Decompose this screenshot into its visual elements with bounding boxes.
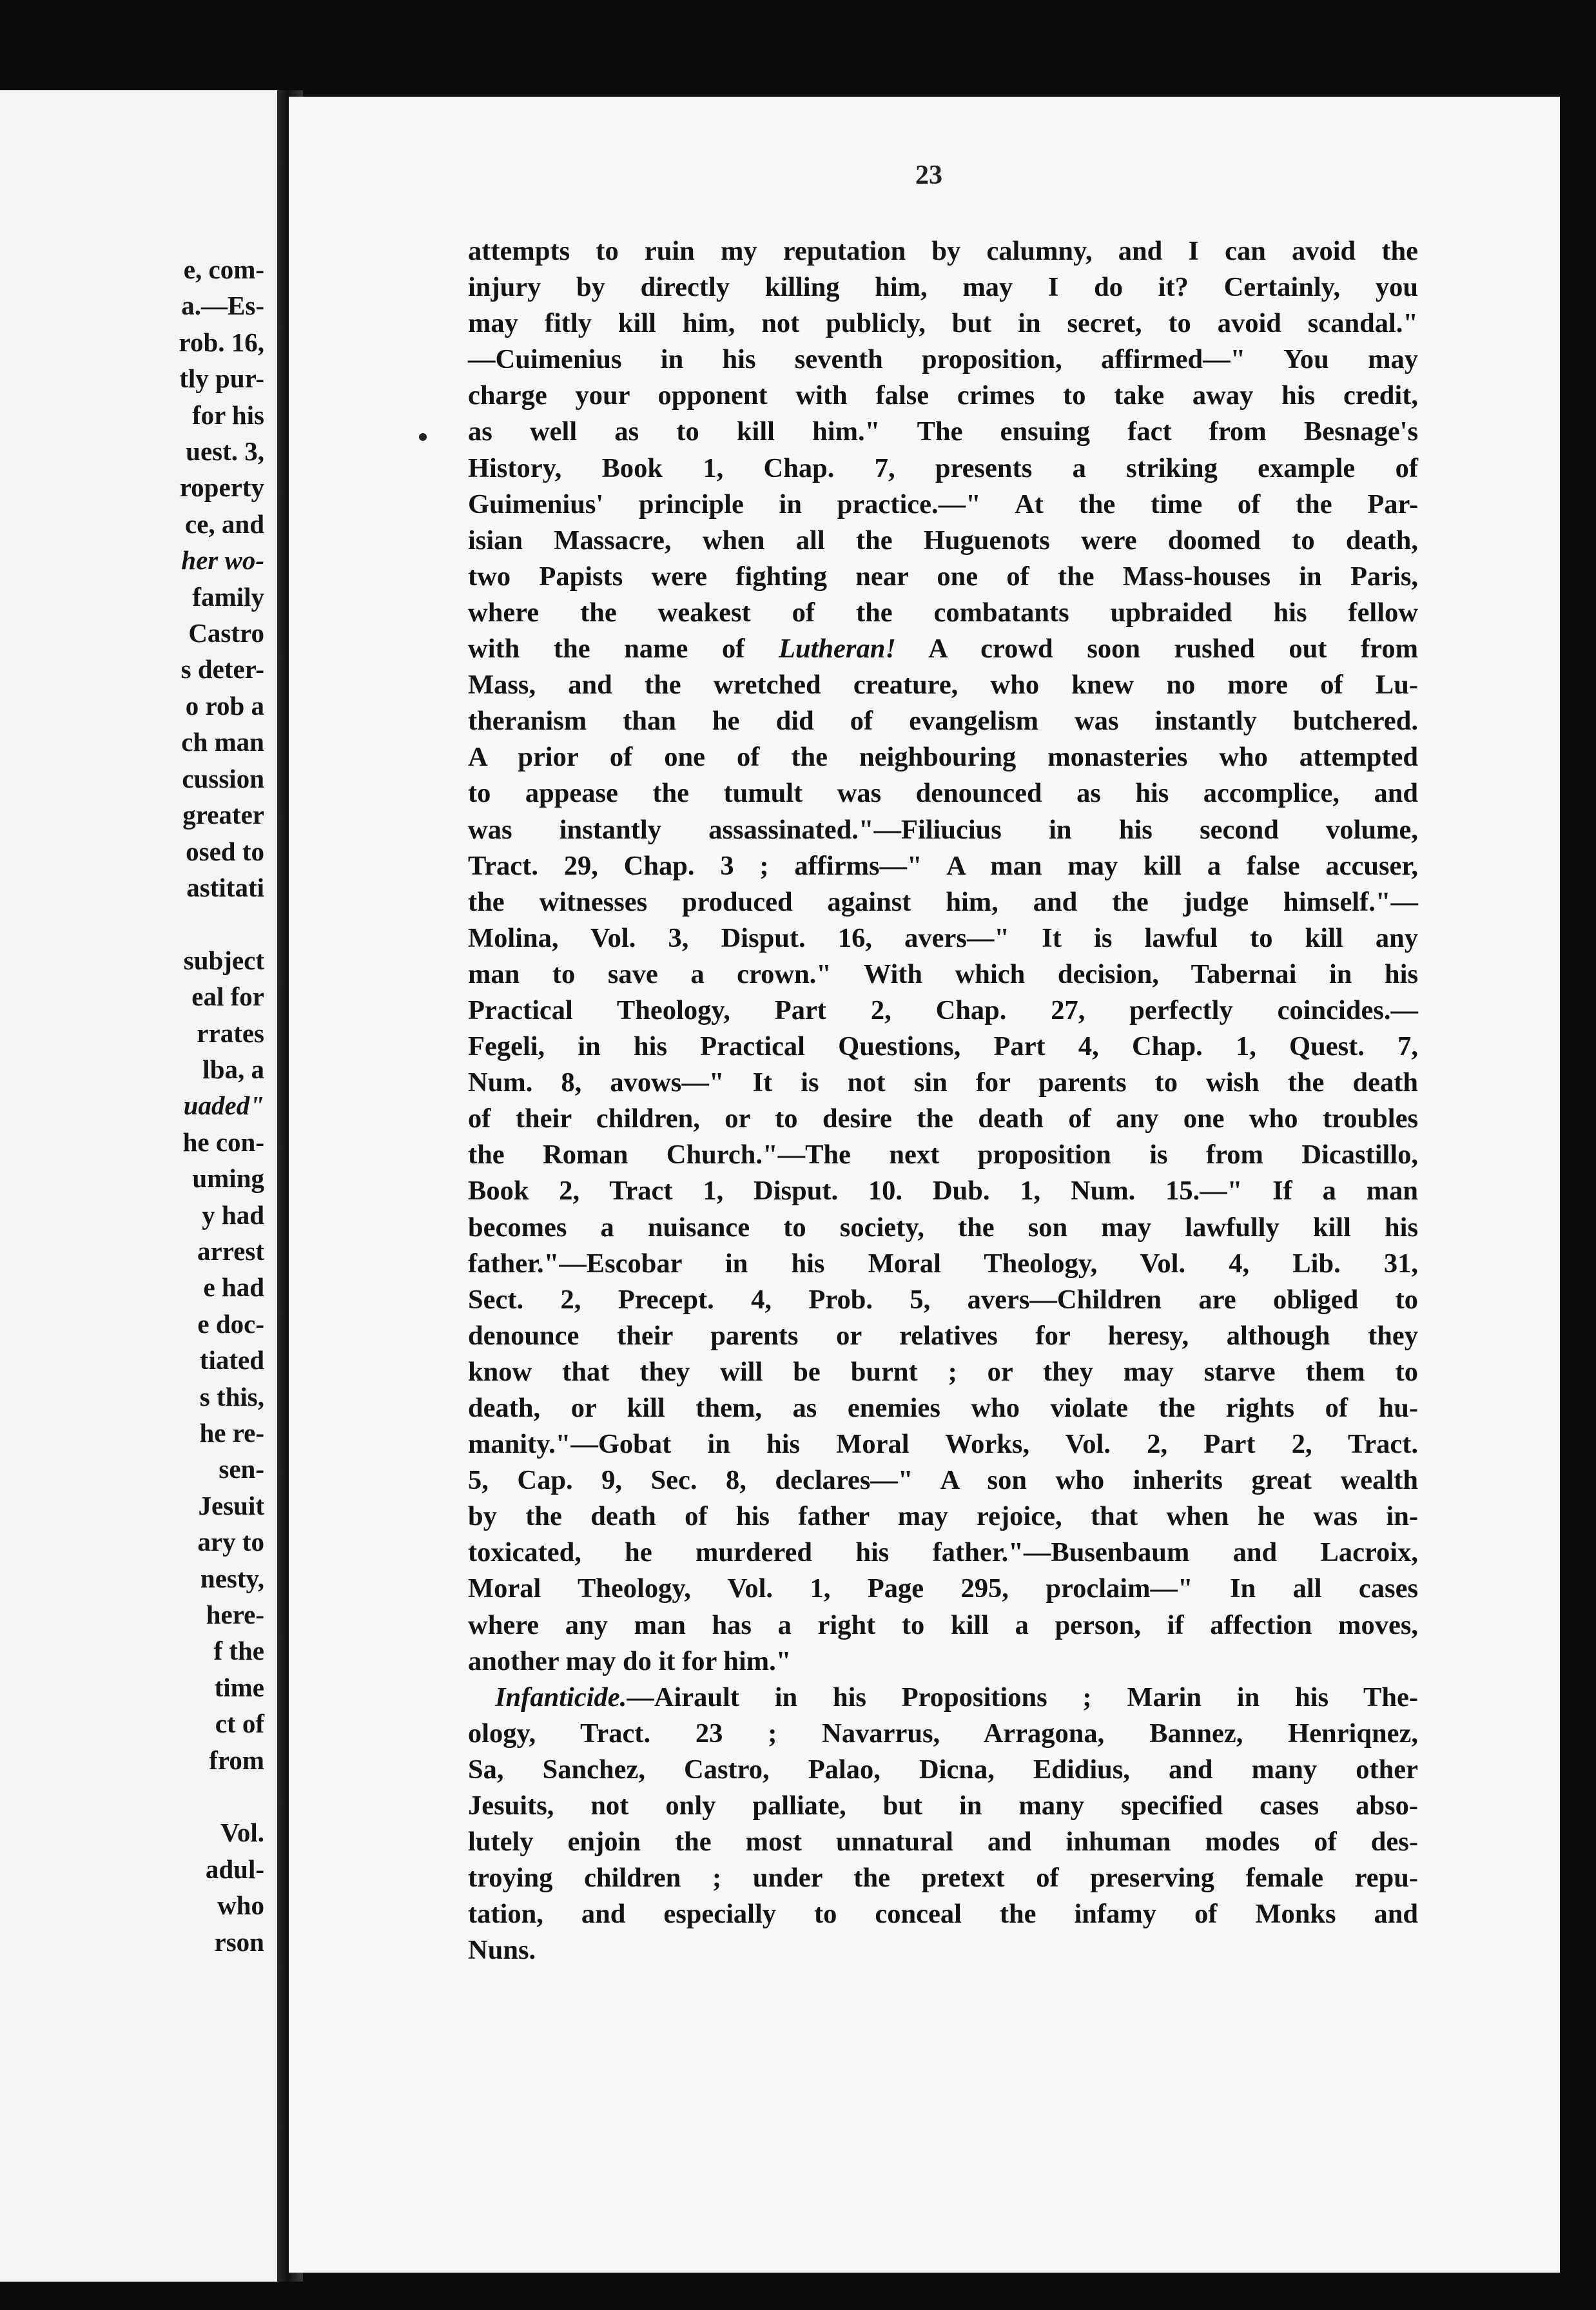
text-line: ology, Tract. 23 ; Navarrus, Arragona, Bannez, Henriqnez,: [468, 1718, 1418, 1749]
text-line: was instantly assassinated."—Filiucius in his second volume,: [468, 814, 1418, 845]
left-page-line: uest. 3,: [186, 436, 264, 467]
left-page-line: arrest: [197, 1236, 264, 1266]
left-page-line: uaded": [183, 1091, 264, 1121]
left-page-line: family: [192, 581, 264, 612]
left-page-line: her wo-: [181, 545, 264, 576]
left-page-line: Jesuit: [198, 1490, 264, 1520]
text-line: —Cuimenius in his seventh proposition, affirmed—" You may: [468, 344, 1418, 375]
left-page-line: e doc-: [197, 1308, 264, 1339]
page-number: 23: [915, 160, 942, 190]
text-line: Jesuits, not only palliate, but in many specified cases abso-: [468, 1791, 1418, 1821]
left-page-line: a.—Es-: [181, 291, 264, 321]
text-line: manity."—Gobat in his Moral Works, Vol. 2, Part 2, Tract.: [468, 1429, 1418, 1460]
left-page-line: ce, and: [185, 509, 264, 539]
left-page-line: rson: [214, 1927, 264, 1957]
text-line: where the weakest of the combatants upbraided his fellow: [468, 597, 1418, 628]
left-page-line: he con-: [182, 1127, 264, 1157]
left-page-line: from: [209, 1745, 264, 1775]
left-page-line: f the: [213, 1636, 264, 1666]
text-line: Fegeli, in his Practical Questions, Part 4, Chap. 1, Quest. 7,: [468, 1031, 1418, 1062]
left-page-line: tiated: [199, 1345, 264, 1375]
left-page-line: ct of: [215, 1709, 264, 1739]
left-page-line: s this,: [199, 1381, 264, 1412]
left-page-line: here-: [206, 1600, 264, 1630]
left-page-line: for his: [191, 400, 264, 430]
left-page-line: who: [217, 1890, 264, 1921]
left-page-line: cussion: [182, 763, 264, 793]
text-line: toxicated, he murdered his father."—Busenbaum and Lacroix,: [468, 1537, 1418, 1568]
text-line: isian Massacre, when all the Huguenots were doomed to death,: [468, 525, 1418, 556]
text-line: the witnesses produced against him, and the judge himself."—: [468, 886, 1418, 917]
text-line: denounce their parents or relatives for heresy, although they: [468, 1320, 1418, 1351]
left-page-line: greater: [182, 800, 264, 830]
text-line: father."—Escobar in his Moral Theology, Vol. 4, Lib. 31,: [468, 1248, 1418, 1279]
left-page-line: Vol.: [220, 1818, 264, 1848]
text-line: of their children, or to desire the death of any one who troubles: [468, 1103, 1418, 1134]
text-line: as well as to kill him." The ensuing fact from Besnage's: [468, 416, 1418, 447]
text-line: A prior of one of the neighbouring monasteries who attempted: [468, 742, 1418, 773]
text-line: death, or kill them, as enemies who violate the rights of hu-: [468, 1393, 1418, 1423]
text-line: History, Book 1, Chap. 7, presents a striking example of: [468, 452, 1418, 483]
left-page-line: [179, 906, 264, 942]
text-line: man to save a crown." With which decision, Tabernai in his: [468, 958, 1418, 989]
text-line: with the name of Lutheran! A crowd soon rushed out from: [468, 634, 1418, 665]
text-line: 5, Cap. 9, Sec. 8, declares—" A son who inherits great wealth: [468, 1465, 1418, 1496]
text-line: charge your opponent with false crimes to take away his credit,: [468, 380, 1418, 411]
text-line: another may do it for him.": [468, 1645, 792, 1676]
text-line: the Roman Church."—The next proposition is from Dicastillo,: [468, 1140, 1418, 1170]
text-line: where any man has a right to kill a person, if affection moves,: [468, 1609, 1418, 1640]
left-page-line: uming: [192, 1163, 264, 1194]
text-line: Infanticide.—Airault in his Propositions ; Marin in his The-: [495, 1682, 1418, 1713]
left-page-line: ch man: [181, 727, 264, 757]
left-page-line: y had: [202, 1199, 264, 1230]
text-line: lutely enjoin the most unnatural and inhuman modes of des-: [468, 1827, 1418, 1858]
left-page-line: nesty,: [200, 1563, 264, 1593]
text-line: injury by directly killing him, may I do it? Certainly, you: [468, 272, 1418, 303]
left-page-line: he re-: [199, 1417, 264, 1448]
text-line: becomes a nuisance to society, the son may lawfully kill his: [468, 1212, 1418, 1243]
text-line: Guimenius' principle in practice.—" At the time of the Par-: [468, 489, 1418, 519]
left-page-line: osed to: [186, 836, 264, 866]
left-page-line: rob. 16,: [179, 327, 264, 357]
left-page-line: Castro: [188, 618, 264, 648]
left-page-line: s deter-: [180, 654, 264, 684]
left-page-line: eal for: [191, 982, 264, 1012]
text-line: theranism than he did of evangelism was instantly butchered.: [468, 706, 1418, 737]
left-page-line: rrates: [197, 1018, 264, 1048]
text-line: Moral Theology, Vol. 1, Page 295, proclaim—" In all cases: [468, 1573, 1418, 1604]
left-page-line: subject: [183, 945, 264, 975]
text-line: tation, and especially to conceal the infamy of Monks and: [468, 1899, 1418, 1930]
left-page-line: roperty: [179, 472, 264, 503]
text-line: Practical Theology, Part 2, Chap. 27, perfectly coincides.—: [468, 995, 1418, 1025]
left-page-line: e, com-: [183, 255, 264, 284]
text-line: Num. 8, avows—" It is not sin for parents to wish the death: [468, 1067, 1418, 1098]
text-line: Tract. 29, Chap. 3 ; affirms—" A man may kill a false accuser,: [468, 850, 1418, 881]
text-line: know that they will be burnt ; or they may starve them to: [468, 1356, 1418, 1387]
text-line: troying children ; under the pretext of preserving female repu-: [468, 1863, 1418, 1894]
left-page-text: [179, 251, 264, 1960]
text-line: Molina, Vol. 3, Disput. 16, avers—" It is lawful to kill any: [468, 922, 1418, 953]
left-page-line: sen-: [219, 1454, 264, 1484]
text-line: to appease the tumult was denounced as his accomplice, and: [468, 778, 1418, 809]
left-page-line: o rob a: [185, 690, 264, 721]
left-page-fragment: [0, 90, 277, 2282]
left-page-line: lba, a: [202, 1054, 264, 1084]
text-line: two Papists were fighting near one of the Mass-houses in Paris,: [468, 561, 1418, 592]
text-line: attempts to ruin my reputation by calumny, and I can avoid the: [468, 236, 1418, 266]
text-line: Sa, Sanchez, Castro, Palao, Dicna, Edidius, and many other: [468, 1754, 1418, 1785]
body-text: [468, 233, 1418, 1969]
left-page-line: adul-: [205, 1854, 264, 1884]
margin-mark: [419, 433, 427, 441]
left-page-line: e had: [203, 1272, 264, 1303]
text-line: Nuns.: [468, 1935, 536, 1966]
text-line: Book 2, Tract 1, Disput. 10. Dub. 1, Num. 15.—" If a man: [468, 1176, 1418, 1207]
left-page-line: ary to: [197, 1527, 264, 1557]
text-line: may fitly kill him, not publicly, but in secret, to avoid scandal.": [468, 308, 1418, 339]
left-page-line: astitati: [186, 872, 264, 902]
left-page-line: [179, 1778, 264, 1814]
text-line: Sect. 2, Precept. 4, Prob. 5, avers—Children are obliged to: [468, 1284, 1418, 1315]
left-page-line: time: [214, 1672, 264, 1702]
text-line: by the death of his father may rejoice, that when he was in-: [468, 1501, 1418, 1532]
left-page-line: tly pur-: [179, 364, 264, 394]
text-line: Mass, and the wretched creature, who knew no more of Lu-: [468, 670, 1418, 701]
